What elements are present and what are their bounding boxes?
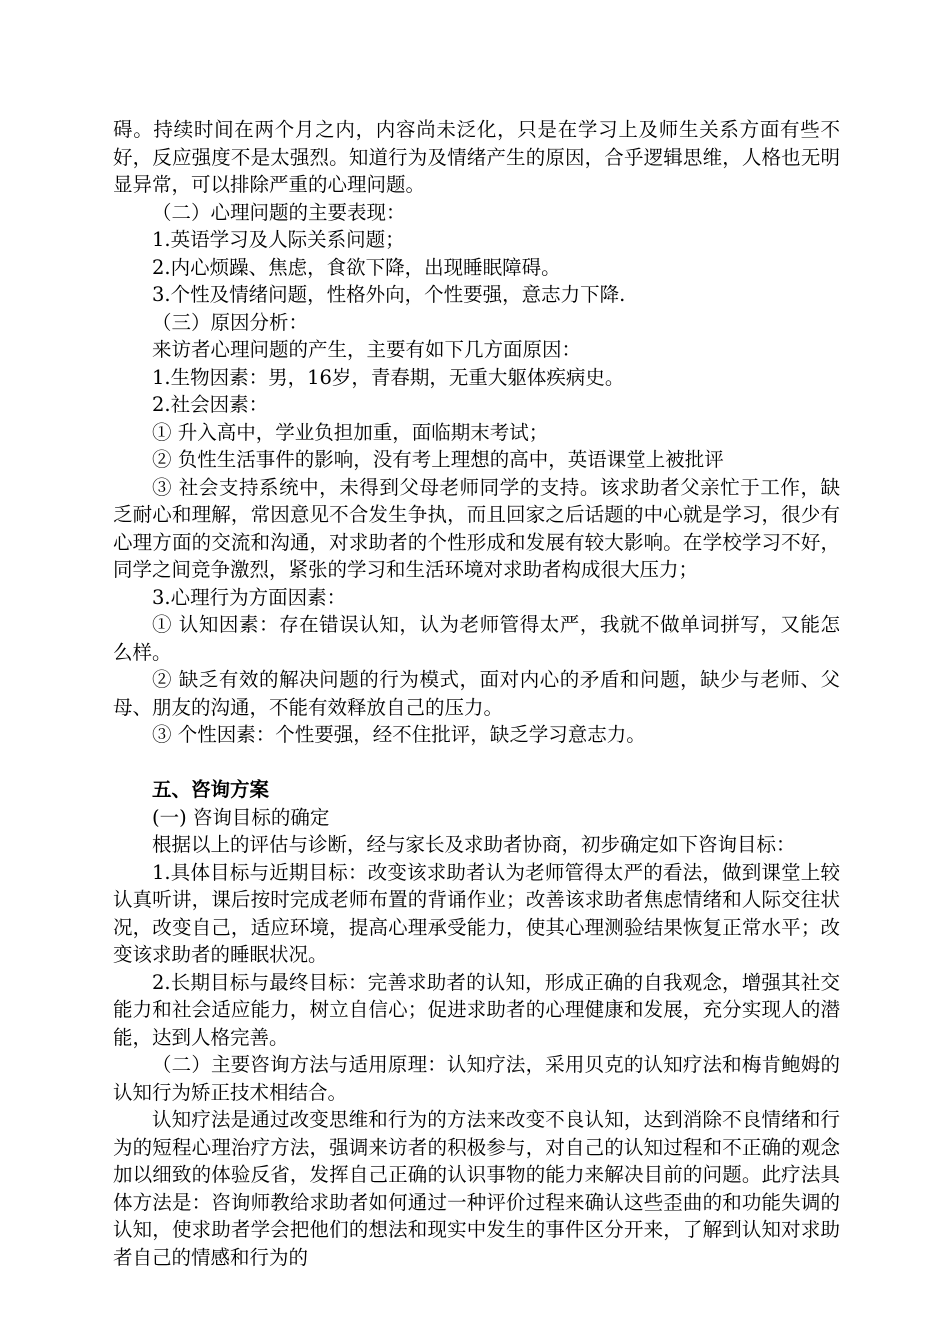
list-item: 1.英语学习及人际关系问题； — [152, 228, 405, 251]
list-item: 3.个性及情绪问题，性格外向，个性要强，意志力下降. — [152, 283, 626, 306]
list-item: 2.内心烦躁、焦虑，食欲下降，出现睡眠障碍。 — [152, 255, 561, 279]
paragraph: 根据以上的评估与诊断，经与家长及求助者协商，初步确定如下咨询目标： — [152, 833, 796, 856]
list-item: ② 负性生活事件的影响，没有考上理想的高中，英语课堂上被批评 — [152, 448, 724, 471]
list-item: ② 缺乏有效的解决问题的行为模式，面对内心的矛盾和问题，缺少与老师、父母、朋友的沟通，不能有效释放自己的压力。 — [113, 668, 840, 719]
paragraph: 来访者心理问题的产生，主要有如下几方面原因： — [152, 338, 582, 361]
list-item: ③ 社会支持系统中，未得到父母老师同学的支持。该求助者父亲忙于工作，缺乏耐心和理解，常因意见不合发生争执，而且回家之后话题的中心就是学习，很少有心理方面的交流和沟通，对求助者的个性形成和发展有较大影响。在学校学习不好，同学之间竞争激烈，紧张的学习和生活环境对求助者构成很大压力； — [113, 475, 840, 581]
paragraph-spacer — [113, 749, 840, 777]
list-item: 2.社会因素： — [152, 393, 269, 416]
section-heading: 五、咨询方案 — [152, 778, 270, 801]
paragraph-continuation: 碍。持续时间在两个月之内，内容尚未泛化，只是在学习上及师生关系方面有些不好，反应强度不是太强烈。知道行为及情绪产生的原因，合乎逻辑思维，人格也无明显异常，可以排除严重的心理问题。 — [113, 118, 840, 196]
list-item: ③ 个性因素：个性要强，经不住批评，缺乏学习意志力。 — [152, 723, 646, 746]
paragraph: 认知疗法是通过改变思维和行为的方法来改变不良认知，达到消除不良情绪和行为的短程心理治疗方法，强调来访者的积极参与，对自己的认知过程和不正确的观念加以细致的体验反省，发挥自己正确的认识事物的能力来解决目前的问题。此疗法具体方法是：咨询师教给求助者如何通过一种评价过程来确认这些歪曲的和功能失调的认知，使求助者学会把他们的想法和现实中发生的事件区分开来，了解到认知对求助者自己的情感和行为的 — [113, 1108, 840, 1269]
paragraph: （二）主要咨询方法与适用原理：认知疗法，采用贝克的认知疗法和梅肯鲍姆的认知行为矫正技术相结合。 — [113, 1053, 840, 1104]
list-item: 3.心理行为方面因素： — [152, 585, 347, 609]
subheading-symptoms: （二）心理问题的主要表现： — [152, 200, 406, 224]
list-item: ① 升入高中，学业负担加重，面临期末考试； — [152, 420, 549, 444]
list-item: 1.生物因素：男，16岁，青春期，无重大躯体疾病史。 — [152, 365, 625, 389]
subheading-goals: (一) 咨询目标的确定 — [152, 805, 330, 829]
paragraph: 1.具体目标与近期目标：改变该求助者认为老师管得太严的看法，做到课堂上较认真听讲，课后按时完成老师布置的背诵作业；改善该求助者焦虑情绪和人际交往状况，改变自己，适应环境，提高心理承受能力，使其心理测验结果恢复正常水平；改变该求助者的睡眠状况。 — [113, 860, 840, 966]
list-item: ① 认知因素：存在错误认知，认为老师管得太严，我就不做单词拼写，又能怎么样。 — [113, 613, 840, 664]
subheading-cause-analysis: （三）原因分析： — [152, 310, 309, 334]
paragraph: 2.长期目标与最终目标：完善求助者的认知，形成正确的自我观念，增强其社交能力和社会适应能力，树立自信心；促进求助者的心理健康和发展，充分实现人的潜能，达到人格完善。 — [113, 970, 840, 1049]
